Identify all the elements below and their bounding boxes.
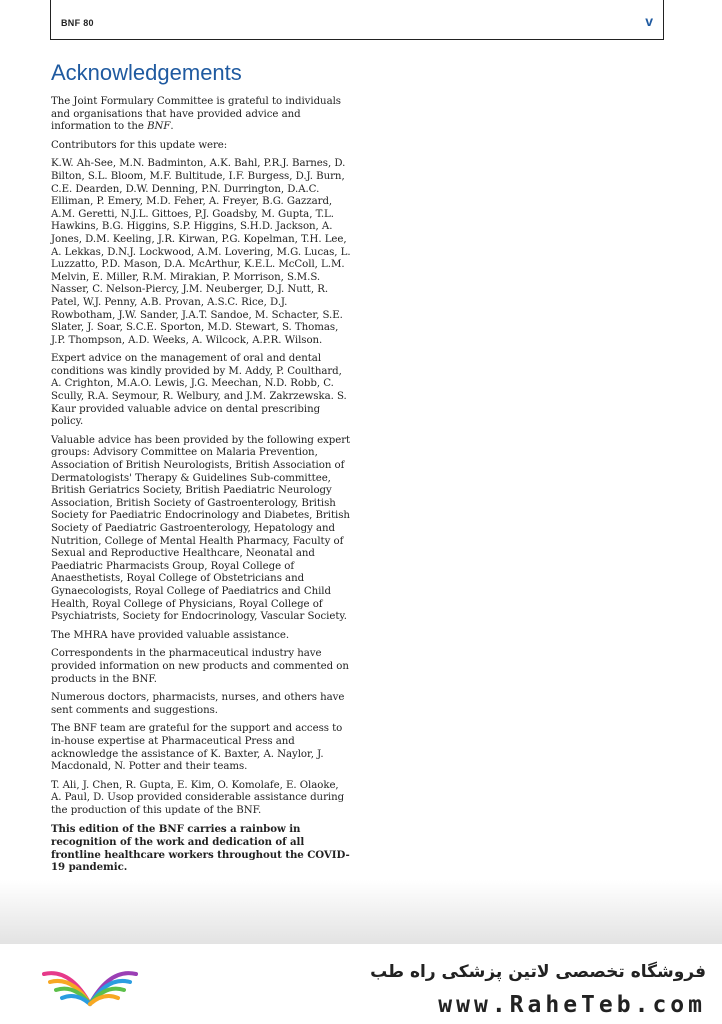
rainbow-dedication: This edition of the BNF carries a rainbow in recognition of the work and dedication of all frontline healthcare workers throughout the COVID-19 pandemic.: [51, 823, 350, 874]
page-title: Acknowledgements: [51, 60, 242, 85]
page-shadow: [0, 880, 722, 944]
contributors-heading: Contributors for this update were:: [51, 139, 228, 151]
expert-groups-paragraph: Valuable advice has been provided by the following expert groups: Advisory Committee on Malaria Prevention, Association of British Neurologists, British Association of Dermatologists' Therapy & Guidelines Sub-committee, British Geriatrics Society, British Paediatric Neurology Association, British Society of Gastroenterology, British Society for Paediatric Endocrinology and Diabetes, British Society of Paediatric Gastroenterology, Hepatology and Nutrition, College of Mental Health Pharmacy, Faculty of Sexual and Reproductive Healthcare, Neonatal and Paediatric Pharmacists Group, Royal College of Anaesthetists, Royal College of Obstetricians and Gynaecologists, Royal College of Paediatrics and Child Health, Royal College of Physicians, Royal College of Psychiatrists, Society for Endocrinology, Vascular Society.: [51, 434, 351, 623]
industry-paragraph: Correspondents in the pharmaceutical industry have provided information on new products and commented on products in the BNF.: [51, 648, 349, 685]
running-head: BNF 80: [61, 18, 94, 28]
contributors-list: K.W. Ah-See, M.N. Badminton, A.K. Bahl, P.R.J. Barnes, D. Bilton, S.L. Bloom, M.F. Bultitude, I.F. Burgess, D.J. Burn, C.E. Dearden, D.W. Denning, P.N. Durrington, D.A.C. Elliman, P. Emery, M.D. Feher, A. Freyer, B.G. Gazzard, A.M. Geretti, N.J.L. Gittoes, P.J. Goadsby, M. Gupta, T.L. Hawkins, B.G. Higgins, S.P. Higgins, S.H.D. Jackson, A. Jones, D.M. Keeling, J.R. Kirwan, P.G. Kopelman, T.H. Lee, A. Lekkas, D.N.J. Lockwood, A.M. Lovering, M.G. Lucas, L. Luzzatto, P.D. Mason, D.A. McArthur, K.E.L. McColl, L.M. Melvin, E. Miller, R.M. Mirakian, P. Morrison, S.M.S. Nasser, C. Nelson-Piercy, J.M. Neuberger, D.J. Nutt, R. Patel, W.J. Penny, A.B. Provan, A.S.C. Rice, D.J. Rowbotham, J.W. Sander, J.A.T. Sandoe, M. Schacter, S.E. Slater, J. Soar, S.C.E. Sporton, M.D. Stewart, S. Thomas, J.P. Thompson, A.D. Weeks, A. Wilcock, A.P.R. Wilson.: [51, 158, 351, 346]
rainbow-book-logo-icon: [40, 960, 140, 1008]
bnf-italic: BNF: [147, 121, 171, 133]
dental-advice-paragraph: Expert advice on the management of oral and dental conditions was kindly provided by M. Addy, P. Coulthard, A. Crighton, M.A.O. Lewis, J.G. Meechan, N.D. Robb, C. Scully, R.A. Seymour, R. Welbury, and J.M. Zakrzewska. S. Kaur provided valuable advice on dental prescribing policy.: [51, 353, 347, 428]
acknowledgements-body: [51, 96, 351, 880]
shop-url: www.RaheTeb.com: [438, 992, 706, 1018]
shop-name: فروشگاه تخصصی لاتین پزشکی راه طب: [370, 962, 706, 982]
bnf-team-paragraph: The BNF team are grateful for the support and access to in-house expertise at Pharmaceutical Press and acknowledge the assistance of K. Baxter, A. Naylor, J. Macdonald, N. Potter and their teams.: [51, 723, 343, 773]
mhra-paragraph: The MHRA have provided valuable assistance.: [51, 629, 290, 641]
watermark-footer: [0, 944, 722, 1024]
production-paragraph: T. Ali, J. Chen, R. Gupta, E. Kim, O. Komolafe, E. Olaoke, A. Paul, D. Usop provided considerable assistance during the production of this update of the BNF.: [51, 779, 345, 816]
comments-paragraph: Numerous doctors, pharmacists, nurses, and others have sent comments and suggestions.: [51, 692, 345, 716]
page-number: v: [645, 13, 653, 29]
intro-paragraph: The Joint Formulary Committee is grateful to individuals and organisations that have provided advice and information to the BNF.: [51, 96, 341, 133]
running-header: [50, 0, 664, 40]
